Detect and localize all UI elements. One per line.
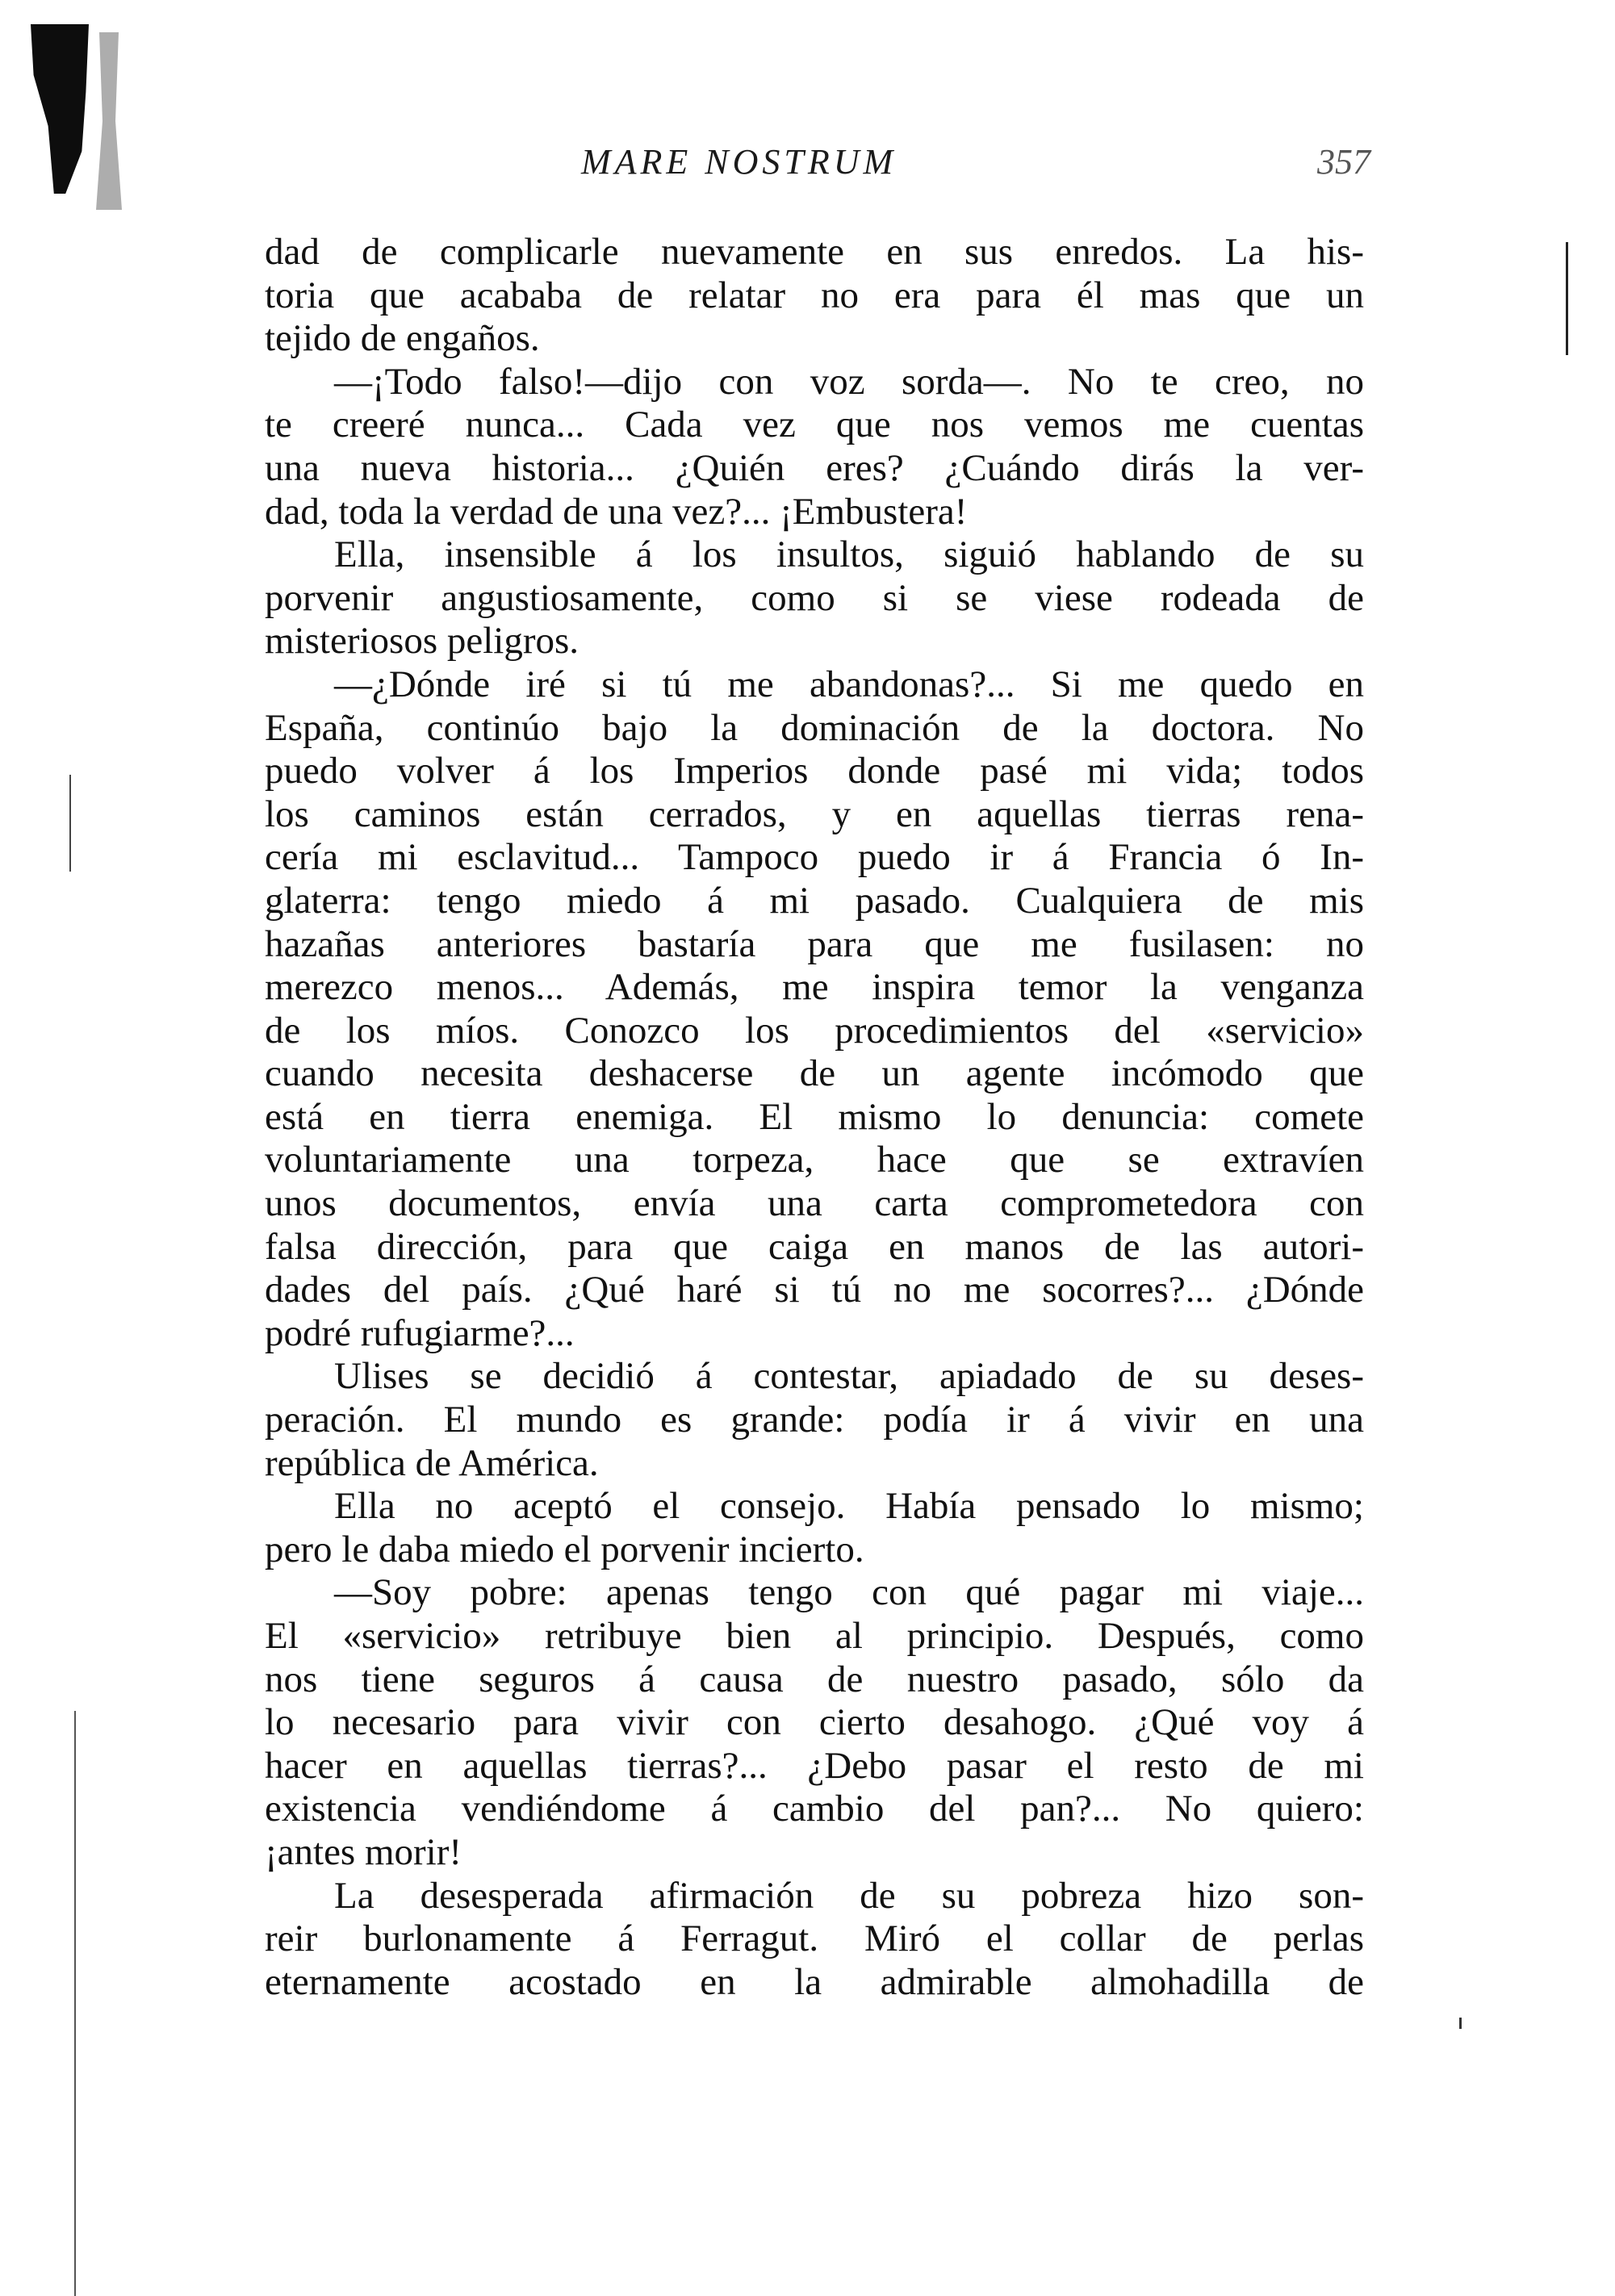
text-line: existencia vendiéndome á cambio del pan?... No quiero: (265, 1788, 1364, 1830)
text-line: El «servicio» retribuye bien al principio. Después, como (265, 1615, 1364, 1657)
text-line: puedo volver á los Imperios donde pasé mi vida; todos (265, 750, 1364, 793)
page-number: 357 (1317, 142, 1370, 182)
text-line: —¿Dónde iré si tú me abandonas?... Si me quedo en (334, 663, 1364, 705)
text-line: hacer en aquellas tierras?... ¿Debo pasar el resto de mi (265, 1744, 1364, 1787)
text-line: dades del país. ¿Qué haré si tú no me socorres?... ¿Dónde (265, 1269, 1364, 1311)
text-line: Ella no aceptó el consejo. Había pensado lo mismo; (334, 1485, 1364, 1528)
text-line: toria que acababa de relatar no era para él mas que un (265, 274, 1364, 316)
text-line: misteriosos peligros. (265, 620, 579, 663)
text-line: ¡antes morir! (265, 1830, 462, 1873)
text-line: tejido de engaños. (265, 317, 540, 360)
scan-edge-mark (1566, 242, 1568, 355)
text-line: peración. El mundo es grande: podía ir á vivir en una (265, 1399, 1364, 1441)
scan-speck (1459, 2018, 1462, 2029)
scan-edge-mark (69, 775, 71, 872)
text-line: hazañas anteriores bastaría para que me fusilasen: no (265, 922, 1364, 965)
text-line: La desesperada afirmación de su pobreza hizo son- (334, 1874, 1364, 1917)
text-line: de los míos. Conozco los procedimientos del «servicio» (265, 1009, 1364, 1052)
text-line: voluntariamente una torpeza, hace que se extravíen (265, 1139, 1364, 1181)
running-head (0, 141, 1615, 190)
text-line: podré rufugiarme?... (265, 1311, 575, 1354)
text-line: Ulises se decidió á contestar, apiadado de su deses- (334, 1355, 1364, 1398)
text-line: lo necesario para vivir con cierto desahogo. ¿Qué voy á (265, 1701, 1364, 1744)
body-text (265, 231, 1364, 2004)
text-line: cuando necesita deshacerse de un agente incómodo que (265, 1052, 1364, 1095)
text-line: eternamente acostado en la admirable almohadilla de (265, 1960, 1364, 2003)
text-line: pero le daba miedo el porvenir incierto. (265, 1528, 864, 1570)
text-line: falsa dirección, para que caiga en manos de las autori- (265, 1225, 1364, 1268)
text-line: merezco menos... Además, me inspira temor la venganza (265, 966, 1364, 1009)
text-line: república de América. (265, 1441, 599, 1484)
scan-edge-mark (74, 1711, 76, 2296)
text-line: porvenir angustiosamente, como si se viese rodeada de (265, 576, 1364, 619)
text-line: —Soy pobre: apenas tengo con qué pagar mi viaje... (334, 1571, 1364, 1614)
text-line: glaterra: tengo miedo á mi pasado. Cualquiera de mis (265, 879, 1364, 922)
text-line: nos tiene seguros á causa de nuestro pasado, sólo da (265, 1658, 1364, 1700)
text-line: dad de complicarle nuevamente en sus enredos. La his- (265, 231, 1364, 273)
text-line: está en tierra enemiga. El mismo lo denuncia: comete (265, 1095, 1364, 1138)
text-line: —¡Todo falso!—dijo con voz sorda—. No te creo, no (334, 360, 1364, 403)
text-line: cería mi esclavitud... Tampoco puedo ir á Francia ó In- (265, 836, 1364, 879)
text-line: los caminos están cerrados, y en aquellas tierras rena- (265, 793, 1364, 835)
book-title: MARE NOSTRUM (581, 142, 897, 182)
text-line: una nueva historia... ¿Quién eres? ¿Cuándo dirás la ver- (265, 446, 1364, 489)
text-line: te creeré nunca... Cada vez que nos vemos me cuentas (265, 404, 1364, 446)
text-line: dad, toda la verdad de una vez?... ¡Embustera! (265, 490, 968, 533)
text-line: España, continúo bajo la dominación de la doctora. No (265, 706, 1364, 749)
text-line: Ella, insensible á los insultos, siguió hablando de su (334, 533, 1364, 576)
text-line: reir burlonamente á Ferragut. Miró el collar de perlas (265, 1918, 1364, 1960)
text-line: unos documentos, envía una carta comprometedora con (265, 1182, 1364, 1225)
